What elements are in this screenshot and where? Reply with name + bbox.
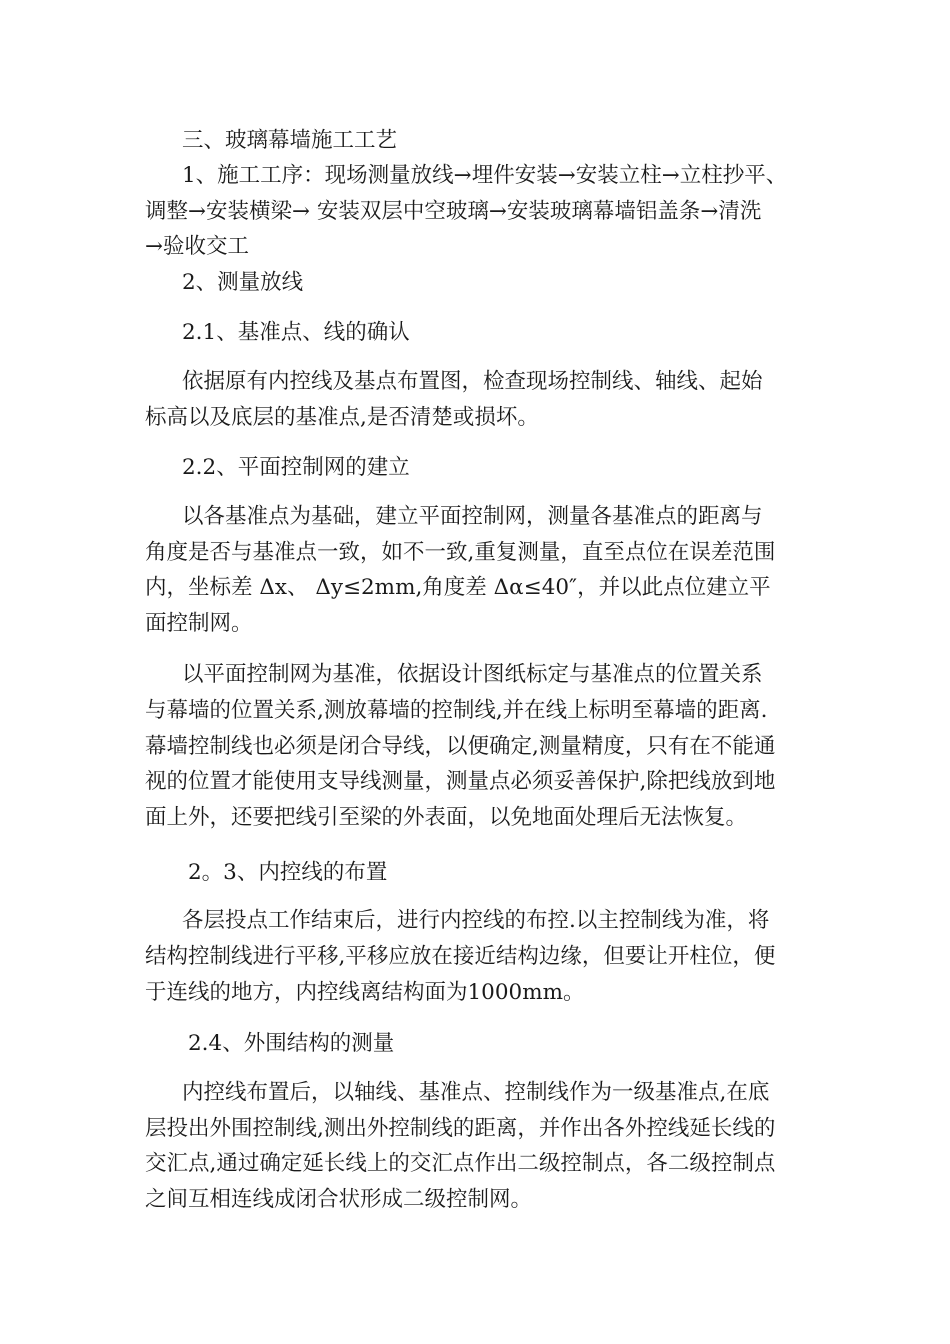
paragraph-line: 与幕墙的位置关系,测放幕墙的控制线,并在线上标明至幕墙的距离. [145, 698, 768, 723]
subheading: 2、测量放线 [182, 270, 304, 295]
paragraph-line: 以各基准点为基础，建立平面控制网，测量各基准点的距离与 [182, 504, 763, 529]
paragraph-line: 视的位置才能使用支导线测量，测量点必须妥善保护,除把线放到地 [145, 769, 776, 794]
section-heading: 三、玻璃幕墙施工工艺 [182, 128, 398, 153]
paragraph-line: 调整→安装横梁→ 安装双层中空玻璃→安装玻璃幕墙铝盖条→清洗 [145, 199, 762, 224]
paragraph-line: →验收交工 [145, 234, 250, 259]
paragraph-line: 以平面控制网为基准，依据设计图纸标定与基准点的位置关系 [182, 662, 763, 687]
paragraph-line: 各层投点工作结束后，进行内控线的布控.以主控制线为准，将 [182, 908, 770, 933]
paragraph-line: 角度是否与基准点一致，如不一致,重复测量，直至点位在误差范围 [145, 540, 776, 565]
paragraph-line: 交汇点,通过确定延长线上的交汇点作出二级控制点，各二级控制点 [145, 1151, 776, 1176]
subheading: 2.2、平面控制网的建立 [182, 455, 410, 480]
paragraph-line: 依据原有内控线及基点布置图，检查现场控制线、轴线、起始 [182, 369, 763, 394]
paragraph-line: 1、施工工序：现场测量放线→埋件安装→安装立柱→立柱抄平、 [182, 163, 788, 188]
paragraph-line: 标高以及底层的基准点,是否清楚或损坏。 [145, 405, 539, 430]
paragraph-line: 内，坐标差 Δx、 Δy≤2mm,角度差 Δα≤40″，并以此点位建立平 [145, 575, 771, 600]
paragraph-line: 面控制网。 [145, 611, 253, 636]
paragraph-line: 之间互相连线成闭合状形成二级控制网。 [145, 1187, 533, 1212]
paragraph-line: 层投出外围控制线,测出外控制线的距离，并作出各外控线延长线的 [145, 1116, 776, 1141]
subheading: 2.4、外围结构的测量 [188, 1031, 395, 1056]
paragraph-line: 于连线的地方，内控线离结构面为1000mm。 [145, 980, 585, 1005]
paragraph-line: 幕墙控制线也必须是闭合导线，以便确定,测量精度，只有在不能通 [145, 734, 776, 759]
paragraph-line: 内控线布置后，以轴线、基准点、控制线作为一级基准点,在底 [182, 1080, 770, 1105]
paragraph-line: 面上外，还要把线引至梁的外表面，以免地面处理后无法恢复。 [145, 805, 748, 830]
paragraph-line: 结构控制线进行平移,平移应放在接近结构边缘，但要让开柱位，便 [145, 944, 776, 969]
subheading: 2.1、基准点、线的确认 [182, 320, 410, 345]
subheading: 2。3、内控线的布置 [188, 860, 388, 885]
